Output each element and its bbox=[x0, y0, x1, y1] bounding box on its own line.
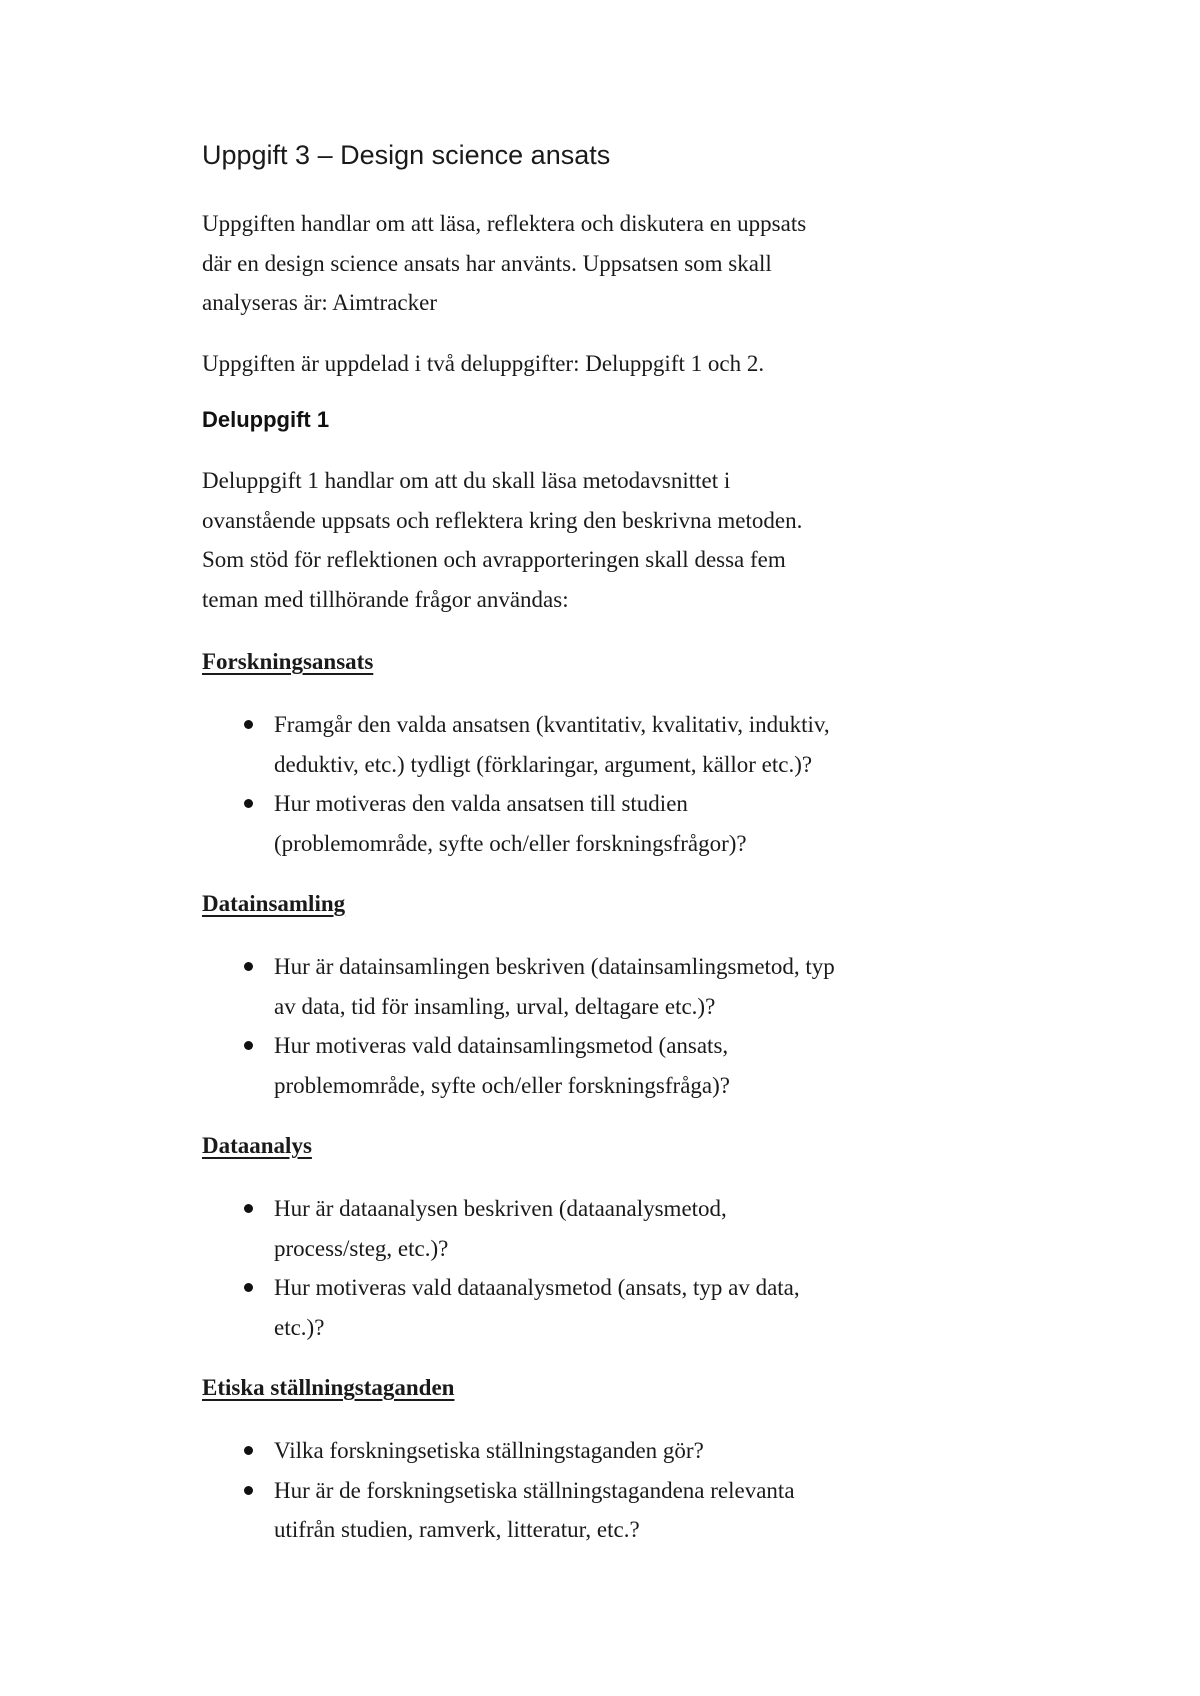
bullet-line: process/steg, etc.)? bbox=[274, 1235, 449, 1261]
split-note-line: Uppgiften är uppdelad i två deluppgifter: Deluppgift 1 och 2. bbox=[202, 351, 765, 376]
bullet-line: etc.)? bbox=[274, 1314, 325, 1340]
bullet-icon bbox=[244, 1446, 253, 1455]
section-bullet-list bbox=[0, 705, 1200, 863]
description-paragraph bbox=[202, 461, 962, 619]
intro-line: där en design science ansats har använts. Uppsatsen som skall bbox=[202, 250, 772, 276]
bullet-line: Hur motiveras den valda ansatsen till studien bbox=[274, 791, 688, 816]
section-bullet-list bbox=[0, 947, 1200, 1105]
bullet-line: Framgår den valda ansatsen (kvantitativ, kvalitativ, induktiv, bbox=[274, 712, 830, 737]
section-heading-datainsamling: Datainsamling bbox=[202, 891, 346, 916]
section-heading-dataanalys: Dataanalys bbox=[202, 1133, 312, 1158]
intro-paragraph bbox=[202, 204, 962, 323]
bullet-line: Hur är dataanalysen beskriven (dataanalysmetod, bbox=[274, 1196, 727, 1221]
bullet-icon bbox=[244, 799, 253, 808]
bullet-item bbox=[0, 1189, 1200, 1268]
bullet-line: (problemområde, syfte och/eller forskningsfrågor)? bbox=[274, 830, 747, 856]
split-note-paragraph bbox=[202, 344, 962, 384]
bullet-line: problemområde, syfte och/eller forskningsfråga)? bbox=[274, 1072, 730, 1098]
intro-line: Uppgiften handlar om att läsa, reflektera och diskutera en uppsats bbox=[202, 211, 807, 236]
section-bullet-list bbox=[0, 1431, 1200, 1550]
bullet-line: utifrån studien, ramverk, litteratur, etc.? bbox=[274, 1517, 640, 1542]
bullet-icon bbox=[244, 1204, 253, 1213]
intro-line: analyseras är: Aimtracker bbox=[202, 290, 437, 315]
bullet-item bbox=[0, 947, 1200, 1026]
document-title: Uppgift 3 – Design science ansats bbox=[202, 140, 611, 170]
bullet-item bbox=[0, 1431, 1200, 1471]
section-heading-forskningsansats: Forskningsansats bbox=[202, 649, 374, 674]
bullet-line: Vilka forskningsetiska ställningstaganden gör? bbox=[274, 1438, 704, 1463]
bullet-line: Hur motiveras vald dataanalysmetod (ansats, typ av data, bbox=[274, 1275, 800, 1300]
bullet-item bbox=[0, 705, 1200, 784]
bullet-icon bbox=[244, 1486, 253, 1495]
bullet-item bbox=[0, 1268, 1200, 1347]
bullet-line: Hur motiveras vald datainsamlingsmetod (ansats, bbox=[274, 1033, 729, 1058]
subtask-heading: Deluppgift 1 bbox=[202, 407, 330, 432]
bullet-line: deduktiv, etc.) tydligt (förklaringar, argument, källor etc.)? bbox=[274, 751, 813, 777]
section-bullet-list bbox=[0, 1189, 1200, 1347]
section-heading-etiska: Etiska ställningstaganden bbox=[202, 1375, 455, 1400]
bullet-icon bbox=[244, 720, 253, 729]
bullet-icon bbox=[244, 1283, 253, 1292]
bullet-line: av data, tid för insamling, urval, deltagare etc.)? bbox=[274, 993, 716, 1019]
bullet-item bbox=[0, 784, 1200, 863]
bullet-icon bbox=[244, 962, 253, 971]
bullet-item bbox=[0, 1471, 1200, 1550]
bullet-line: Hur är de forskningsetiska ställningstagandena relevanta bbox=[274, 1477, 795, 1503]
description-line: Deluppgift 1 handlar om att du skall läsa metodavsnittet i bbox=[202, 468, 731, 493]
description-line: ovanstående uppsats och reflektera kring den beskrivna metoden. bbox=[202, 507, 803, 533]
bullet-line: Hur är datainsamlingen beskriven (datainsamlingsmetod, typ bbox=[274, 954, 835, 979]
bullet-item bbox=[0, 1026, 1200, 1105]
bullet-icon bbox=[244, 1041, 253, 1050]
description-line: teman med tillhörande frågor användas: bbox=[202, 586, 569, 612]
description-line: Som stöd för reflektionen och avrapporteringen skall dessa fem bbox=[202, 547, 786, 572]
